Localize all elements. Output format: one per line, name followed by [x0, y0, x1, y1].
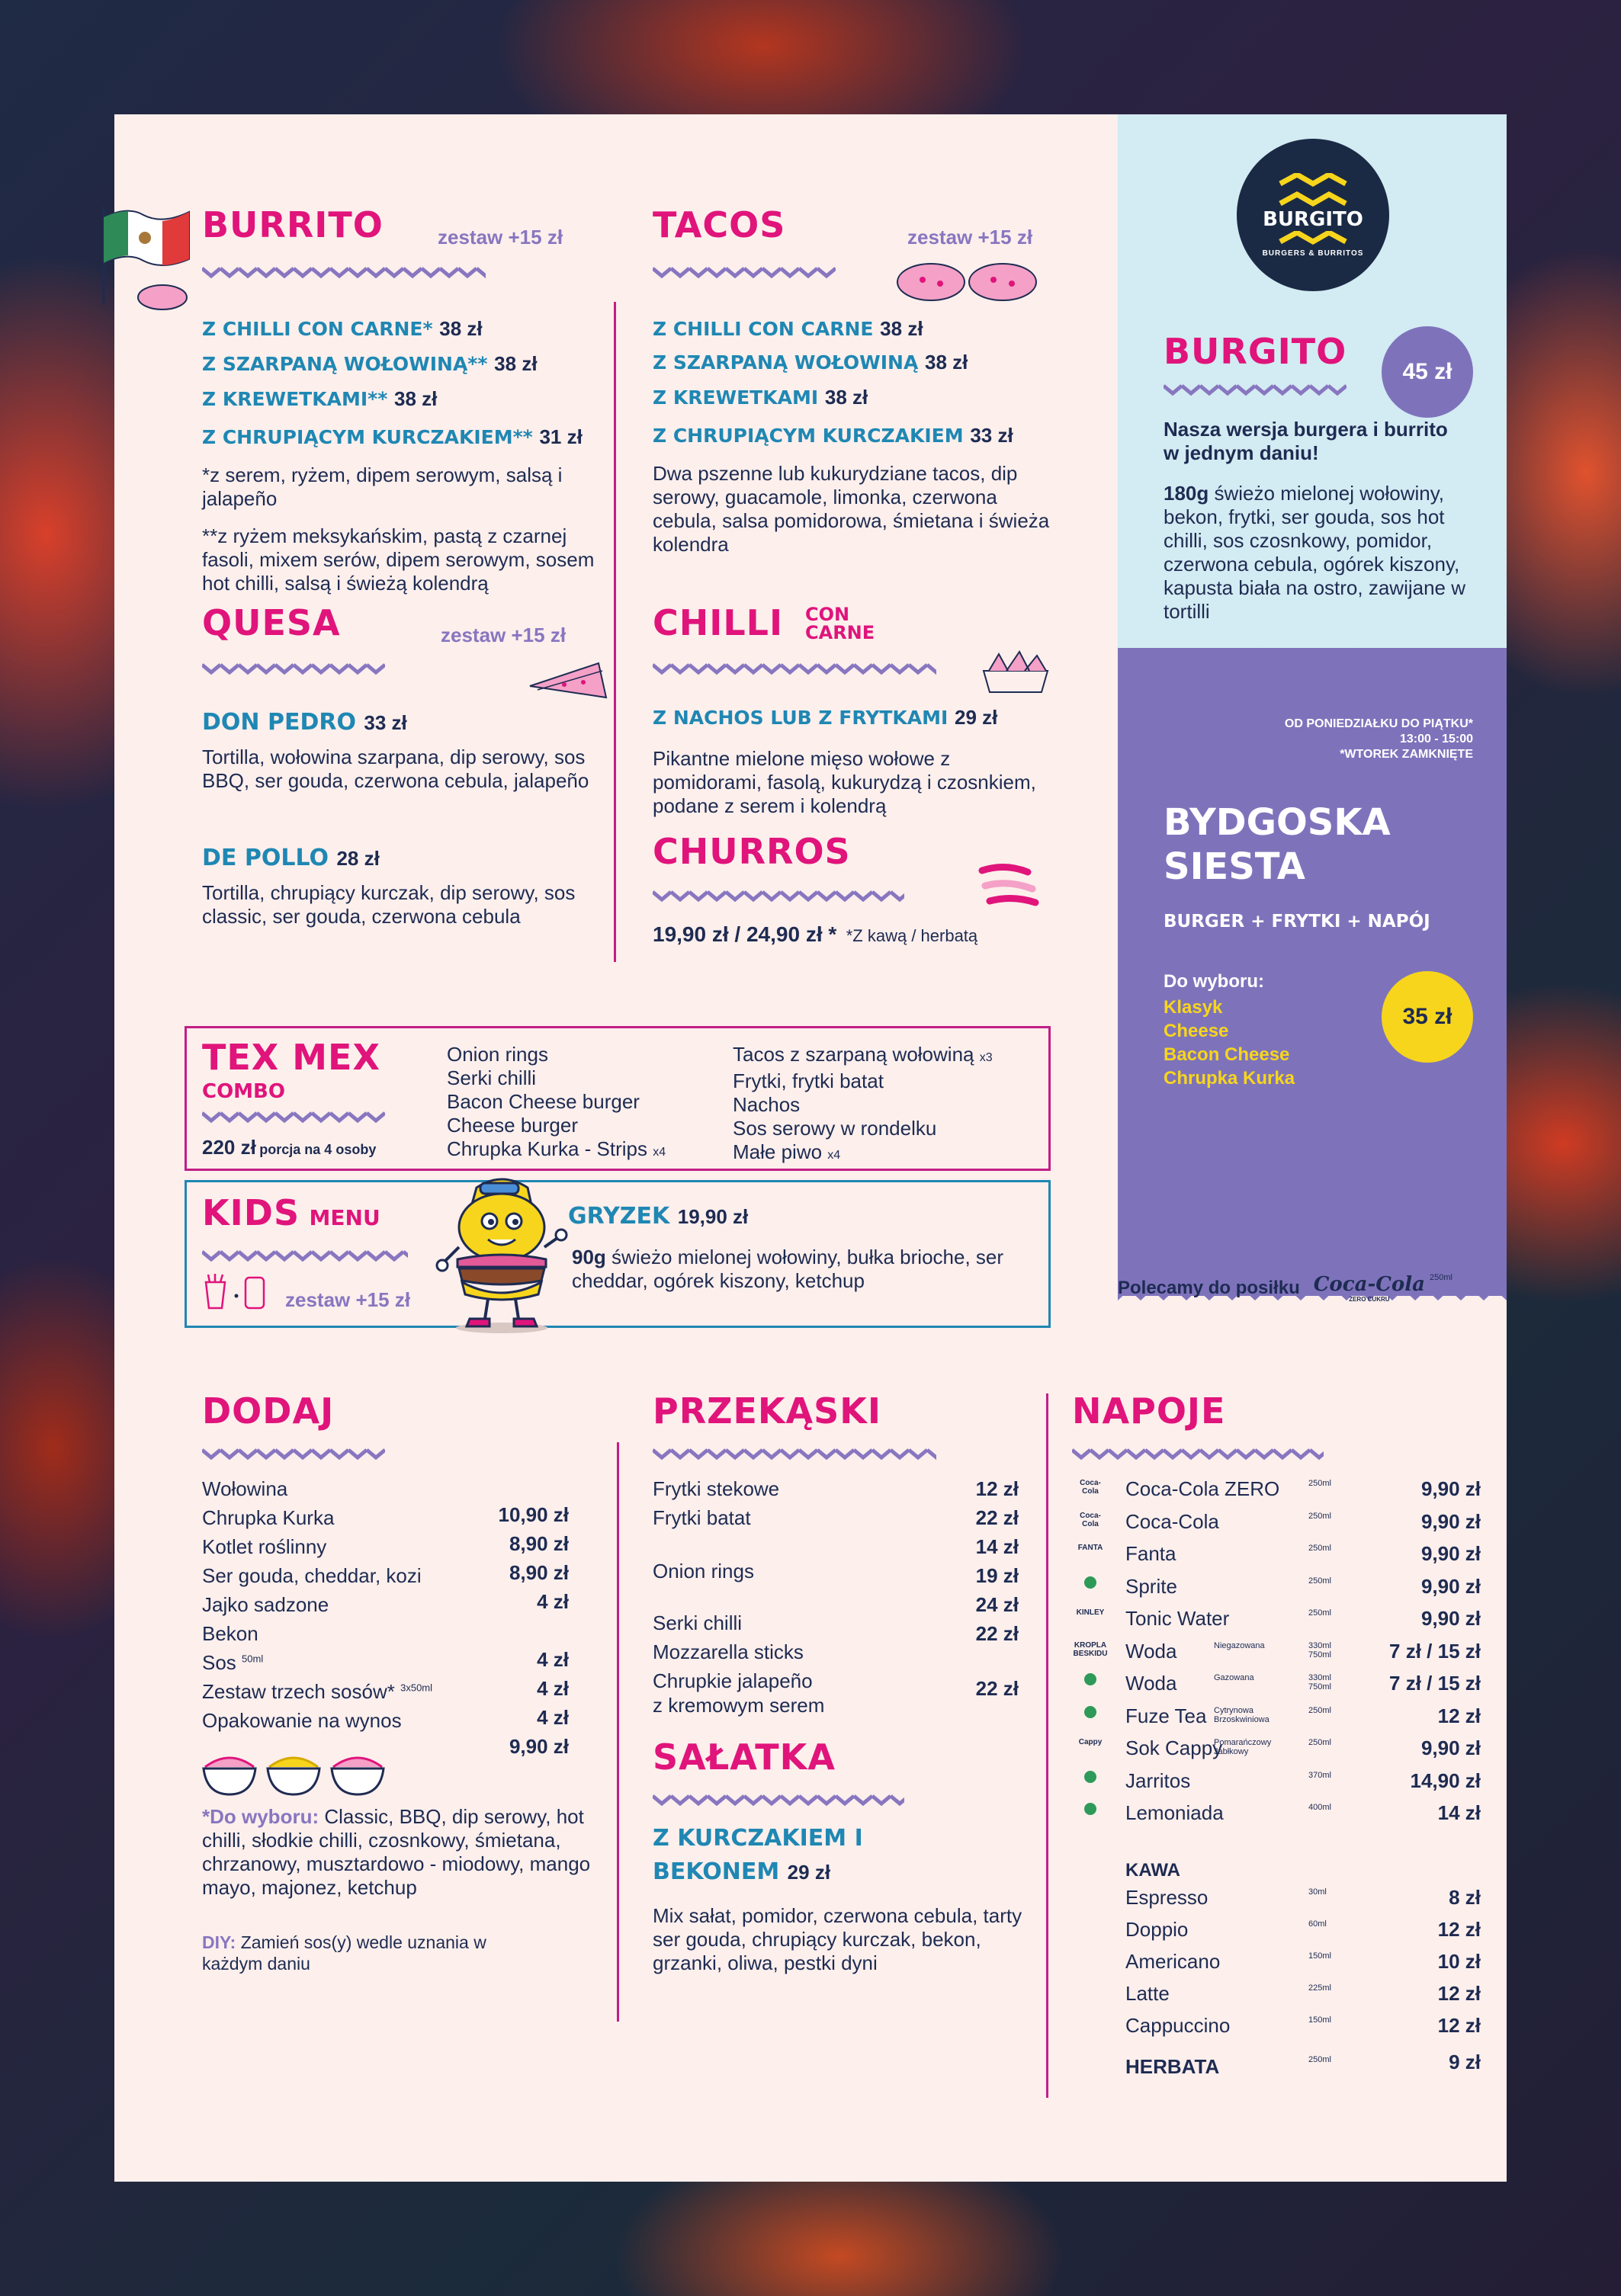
- coffee-size: 150ml: [1308, 2015, 1331, 2025]
- coffee-name: Doppio: [1125, 1918, 1189, 1941]
- chilli-desc: Pikantne mielone mięso wołowe z pomidorami, fasolą, kukurydzą i czosnkiem, podane z serem i kolendrą: [653, 747, 1036, 817]
- dodaj-price: 10,90 zł: [498, 1503, 569, 1526]
- coffee-price: 12 zł: [1437, 1918, 1481, 1941]
- chilli-item[interactable]: Z NACHOS LUB Z FRYTKAMI 29 zł: [653, 706, 998, 729]
- drink-price: 14,90 zł: [1410, 1769, 1481, 1792]
- coffee-price: 12 zł: [1437, 2014, 1481, 2037]
- texmex-wave: [202, 1108, 385, 1125]
- list-item[interactable]: Chrupka Kurka: [1164, 1068, 1295, 1089]
- burger-mascot-icon: [435, 1174, 568, 1339]
- drink-price: 9,90 zł: [1420, 1736, 1481, 1759]
- siesta-hours: OD PONIEDZIAŁKU DO PIĄTKU* 13:00 - 15:00 *WTOREK ZAMKNIĘTE: [1284, 717, 1473, 761]
- siesta-combo: BURGER + FRYTKI + NAPÓJ: [1164, 912, 1430, 932]
- drink-brand-icon: KROPLA BESKIDU: [1073, 1641, 1108, 1658]
- churros-note: *Z kawą / herbatą: [846, 926, 978, 945]
- quesa-item-1-desc: Tortilla, wołowina szarpana, dip serowy, sos BBQ, ser gouda, czerwona cebula, jalapeño: [202, 746, 589, 792]
- drink-size: 250ml: [1308, 1738, 1331, 1747]
- churros-price: 19,90 zł / 24,90 zł *: [653, 922, 837, 946]
- burrito-item-4[interactable]: Z CHRUPIĄCYM KURCZAKIEM** 31 zł: [202, 425, 583, 448]
- drink-name: Jarritos: [1125, 1769, 1191, 1792]
- drink-brand-icon: Coca-Cola: [1080, 1479, 1101, 1496]
- list-item[interactable]: Bacon Cheese: [1164, 1044, 1290, 1065]
- dodaj-choose: *Do wyboru: Classic, BBQ, dip serowy, hot chilli, słodkie chilli, czosnkowy, śmietana, chrzanowy, musztardowo - miodowy, mango mayo, majonez, ketchup: [202, 1805, 591, 1899]
- coffee-name: Cappuccino: [1125, 2014, 1231, 2037]
- drink-size: 330ml 750ml: [1308, 1641, 1331, 1659]
- siesta-choose: Do wyboru:: [1164, 971, 1264, 992]
- tacos-item-1[interactable]: Z CHILLI CON CARNE 38 zł: [653, 317, 923, 340]
- quesa-title: QUESA: [202, 602, 341, 643]
- sauce-bowls-icon: [202, 1750, 385, 1803]
- texmex-price-line: [202, 1136, 376, 1159]
- burgito-tagline: Nasza wersja burgera i burrito w jednym daniu!: [1164, 418, 1448, 464]
- drink-note: Cytrynowa Brzoskwiniowa: [1214, 1706, 1270, 1724]
- recommend-line: [1118, 1273, 1452, 1303]
- menu-card: [114, 114, 1507, 2182]
- texmex-col-2: [733, 1043, 993, 1167]
- recommend-size: 250ml: [1430, 1273, 1452, 1282]
- list-item: Małe piwo x4: [733, 1140, 841, 1163]
- przekaski-row: Onion rings: [653, 1560, 754, 1583]
- przekaski-title: PRZEKĄSKI: [653, 1390, 882, 1432]
- przekaski-price: 19 zł: [975, 1564, 1019, 1587]
- przekaski-price: 14 zł: [975, 1535, 1019, 1558]
- dodaj-row: Chrupka Kurka: [202, 1506, 335, 1529]
- napoje-wave: [1072, 1445, 1324, 1462]
- quesa-item-2-desc: Tortilla, chrupiący kurczak, dip serowy, sos classic, ser gouda, czerwona cebula: [202, 881, 576, 928]
- texmex-col-1: [447, 1043, 666, 1164]
- dodaj-row: Ser gouda, cheddar, kozi: [202, 1564, 422, 1587]
- chilli-subtitle: CON CARNE: [805, 604, 875, 643]
- burrito-zestaw: zestaw +15 zł: [438, 226, 563, 249]
- dodaj-row: Bekon: [202, 1622, 258, 1645]
- coffee-size: 60ml: [1308, 1919, 1327, 1929]
- kids-sub: MENU: [309, 1205, 380, 1230]
- burrito-title: BURRITO: [202, 204, 384, 245]
- drink-name: Fuze Tea: [1125, 1704, 1207, 1727]
- siesta-price-badge: 35 zł: [1382, 971, 1473, 1063]
- drink-size: 250ml: [1308, 1544, 1331, 1553]
- przekaski-row: Serki chilli: [653, 1611, 743, 1634]
- list-item: Bacon Cheese burger: [447, 1090, 640, 1113]
- drink-name: Sok Cappy: [1125, 1736, 1223, 1759]
- coffee-price: 12 zł: [1437, 1982, 1481, 2005]
- przekaski-wave: [653, 1445, 936, 1462]
- kawa-title: KAWA: [1125, 1860, 1180, 1881]
- przekaski-price: 12 zł: [975, 1477, 1019, 1500]
- recommend-text: Polecamy do posiłku: [1118, 1277, 1300, 1298]
- list-item[interactable]: Cheese: [1164, 1021, 1229, 1041]
- burgito-price-badge: 45 zł: [1382, 326, 1473, 418]
- drink-name: Woda: [1125, 1640, 1177, 1663]
- logo-text: BURGITO: [1263, 207, 1363, 231]
- burrito-item-3[interactable]: Z KREWETKAMI** 38 zł: [202, 387, 438, 410]
- drink-name: Coca-Cola ZERO: [1125, 1477, 1280, 1500]
- drink-brand-icon: FANTA: [1077, 1544, 1103, 1552]
- przekaski-row: Mozzarella sticks: [653, 1640, 804, 1663]
- list-item: Chrupka Kurka - Strips x4: [447, 1137, 666, 1160]
- dodaj-wave: [202, 1445, 385, 1462]
- list-item: Sos serowy w rondelku: [733, 1117, 937, 1140]
- herbata-title: HERBATA: [1125, 2055, 1220, 2078]
- drink-price: 7 zł / 15 zł: [1389, 1672, 1481, 1695]
- coffee-price: 10 zł: [1437, 1950, 1481, 1973]
- coffee-name: Espresso: [1125, 1886, 1209, 1909]
- dodaj-row: Jajko sadzone: [202, 1593, 329, 1616]
- burgito-desc: 180g świeżo mielonej wołowiny, bekon, frytki, ser gouda, sos hot chilli, sos czosnkowy, pomidor, czerwona cebula, ogórek kiszony, kapusta biała na ostro, zawijane w tortilli: [1164, 482, 1466, 623]
- dodaj-price: 4 zł: [537, 1648, 569, 1671]
- divider-top: [614, 302, 616, 962]
- burrito-item-1[interactable]: Z CHILLI CON CARNE* 38 zł: [202, 317, 483, 340]
- herbata-price: 9 zł: [1449, 2051, 1481, 2073]
- drink-price: 12 zł: [1437, 1704, 1481, 1727]
- logo-sub: BURGERS & BURRITOS: [1262, 249, 1364, 258]
- przekaski-price: 22 zł: [975, 1622, 1019, 1645]
- coffee-name: Americano: [1125, 1950, 1221, 1973]
- list-item: Onion rings: [447, 1043, 548, 1066]
- divider-bottom-1: [617, 1442, 619, 2022]
- drink-size: 330ml 750ml: [1308, 1673, 1331, 1692]
- coffee-name: Latte: [1125, 1982, 1170, 2005]
- tacos-desc: Dwa pszenne lub kukurydziane tacos, dip serowy, guacamole, limonka, czerwona cebula, salsa pomidorowa, śmietana i świeża kolendra: [653, 462, 1050, 556]
- quesa-item-2[interactable]: DE POLLO 28 zł: [202, 845, 380, 871]
- kids-item[interactable]: GRYZEK 19,90 zł: [568, 1203, 749, 1230]
- logo-wave-icon-2: [1279, 231, 1347, 246]
- quesa-wave: [202, 660, 385, 677]
- list-item: Nachos: [733, 1093, 801, 1116]
- tacos-icon: [896, 261, 1041, 307]
- siesta-title: BYDGOSKA SIESTA: [1164, 801, 1391, 888]
- przekaski-price: 24 zł: [975, 1593, 1019, 1616]
- dodaj-row: Kotlet roślinny: [202, 1535, 327, 1558]
- przekaski-price: 22 zł: [975, 1506, 1019, 1529]
- drink-size: 250ml: [1308, 1576, 1331, 1586]
- kids-wave: [202, 1247, 408, 1264]
- nachos-icon: [977, 648, 1054, 701]
- siesta-options: [1164, 996, 1295, 1090]
- tacos-zestaw: zestaw +15 zł: [907, 226, 1033, 249]
- drink-size: 250ml: [1308, 1608, 1331, 1618]
- kids-desc: 90g świeżo mielonej wołowiny, bułka brioche, ser cheddar, ogórek kiszony, ketchup: [572, 1246, 1004, 1292]
- list-item[interactable]: Klasyk: [1164, 997, 1223, 1018]
- dodaj-title: DODAJ: [202, 1390, 335, 1432]
- texmex-sub: COMBO: [202, 1080, 285, 1103]
- quesa-zestaw: zestaw +15 zł: [441, 624, 567, 646]
- dodaj-price: 9,90 zł: [509, 1735, 569, 1758]
- dodaj-price: 4 zł: [537, 1706, 569, 1729]
- mexico-flag-icon: [98, 198, 197, 290]
- drink-brand-icon: [1072, 1576, 1109, 1591]
- quesadilla-icon: [526, 656, 610, 713]
- przekaski-row: Frytki stekowe: [653, 1477, 780, 1500]
- coffee-size: 225ml: [1308, 1983, 1331, 1993]
- kids-title-line: [202, 1192, 380, 1233]
- drink-size: 400ml: [1308, 1803, 1331, 1812]
- drink-brand-icon: Cappy: [1078, 1738, 1103, 1746]
- dodaj-price: 4 zł: [537, 1677, 569, 1700]
- drink-price: 14 zł: [1437, 1801, 1481, 1824]
- drink-name: Woda: [1125, 1672, 1177, 1695]
- przekaski-row: Chrupkie jalapeño: [653, 1669, 813, 1692]
- coffee-price: 8 zł: [1449, 1886, 1481, 1909]
- drink-price: 9,90 zł: [1420, 1477, 1481, 1500]
- drink-brand-icon: [1072, 1673, 1109, 1688]
- list-item: Frytki, frytki batat: [733, 1069, 884, 1092]
- drink-name: Lemoniada: [1125, 1801, 1224, 1824]
- quesa-item-1[interactable]: DON PEDRO 33 zł: [202, 709, 407, 736]
- fries-drink-icon: [202, 1273, 271, 1315]
- salatka-wave: [653, 1791, 904, 1808]
- drink-name: Tonic Water: [1125, 1607, 1230, 1630]
- salatka-desc: Mix sałat, pomidor, czerwona cebula, tarty ser gouda, chrupiący kurczak, bekon, grzanki, oliwa, pestki dyni: [653, 1904, 1022, 1974]
- burgito-wave: [1164, 381, 1347, 398]
- drink-price: 9,90 zł: [1420, 1510, 1481, 1533]
- drink-size: 250ml: [1308, 1479, 1331, 1488]
- chilli-wave: [653, 660, 936, 677]
- herbata-size: 250ml: [1308, 2055, 1331, 2064]
- texmex-price-note: porcja na 4 osoby: [259, 1142, 377, 1157]
- salatka-item[interactable]: Z KURCZAKIEM I BEKONEM 29 zł: [653, 1825, 863, 1885]
- salatka-title: SAŁATKA: [653, 1736, 836, 1778]
- drink-size: 250ml: [1308, 1706, 1331, 1715]
- przekaski-row: z kremowym serem: [653, 1694, 825, 1717]
- burgito-logo: [1237, 139, 1389, 291]
- drink-price: 9,90 zł: [1420, 1542, 1481, 1565]
- tacos-item-4[interactable]: Z CHRUPIĄCYM KURCZAKIEM 33 zł: [653, 424, 1013, 447]
- drink-brand-icon: [1072, 1803, 1109, 1817]
- przekaski-row: Frytki batat: [653, 1506, 751, 1529]
- texmex-price: 220 zł: [202, 1136, 256, 1159]
- burrito-note-1: *z serem, ryżem, dipem serowym, salsą i jalapeño: [202, 463, 563, 510]
- dodaj-row: Wołowina: [202, 1477, 288, 1500]
- coca-cola-logo-icon: Coca-Cola ZERO CUKRU: [1313, 1273, 1425, 1303]
- drink-brand-icon: [1072, 1706, 1109, 1720]
- kids-zestaw: zestaw +15 zł: [285, 1288, 411, 1311]
- texmex-title: TEX MEX: [202, 1037, 380, 1078]
- dodaj-row: Zestaw trzech sosów* $^{3x50ml}$: [202, 1680, 433, 1703]
- logo-wave-icon: [1279, 173, 1347, 207]
- tacos-item-3[interactable]: Z KREWETKAMI 38 zł: [653, 386, 868, 409]
- churros-title: CHURROS: [653, 831, 851, 872]
- dodaj-price: 4 zł: [537, 1590, 569, 1613]
- drink-name: Coca-Cola: [1125, 1510, 1219, 1533]
- kids-title: KIDS: [202, 1192, 300, 1233]
- coffee-size: 150ml: [1308, 1951, 1331, 1961]
- chilli-title: CHILLI: [653, 602, 784, 643]
- coffee-size: 30ml: [1308, 1887, 1327, 1897]
- napoje-title: NAPOJE: [1072, 1390, 1226, 1432]
- dodaj-row: Sos $^{50ml}$: [202, 1651, 264, 1674]
- drink-brand-icon: [1072, 1771, 1109, 1785]
- panel-zigzag-top: [1118, 633, 1507, 651]
- burrito-wave: [202, 264, 486, 281]
- list-item: Serki chilli: [447, 1066, 537, 1089]
- drink-note: Gazowana: [1214, 1673, 1254, 1682]
- dodaj-row: Opakowanie na wynos: [202, 1709, 402, 1732]
- dodaj-diy: DIY: Zamień sos(y) wedle uznania w każdym daniu: [202, 1932, 486, 1974]
- drink-brand-icon: KINLEY: [1076, 1608, 1105, 1617]
- burrito-note-2: **z ryżem meksykańskim, pastą z czarnej fasoli, mixem serów, dipem serowym, sosem hot chilli, salsą i świeżą kolendrą: [202, 524, 595, 595]
- tacos-wave: [653, 264, 836, 281]
- tacos-title: TACOS: [653, 204, 786, 245]
- dodaj-price: 8,90 zł: [509, 1532, 569, 1555]
- drink-price: 9,90 zł: [1420, 1607, 1481, 1630]
- drink-size: 370ml: [1308, 1771, 1331, 1780]
- churros-price-line: [653, 922, 977, 947]
- drink-price: 7 zł / 15 zł: [1389, 1640, 1481, 1663]
- drink-price: 9,90 zł: [1420, 1575, 1481, 1598]
- list-item: Cheese burger: [447, 1114, 578, 1137]
- tacos-item-2[interactable]: Z SZARPANĄ WOŁOWINĄ 38 zł: [653, 351, 968, 374]
- churros-wave: [653, 887, 904, 904]
- drink-name: Fanta: [1125, 1542, 1176, 1565]
- burrito-item-2[interactable]: Z SZARPANĄ WOŁOWINĄ** 38 zł: [202, 352, 538, 375]
- divider-bottom-2: [1046, 1393, 1048, 2098]
- churros-icon: [974, 855, 1043, 912]
- drink-name: Sprite: [1125, 1575, 1177, 1598]
- burgito-title: BURGITO: [1164, 331, 1347, 372]
- drink-brand-icon: Coca-Cola: [1080, 1512, 1101, 1528]
- przekaski-price: 22 zł: [975, 1677, 1019, 1700]
- list-item: Tacos z szarpaną wołowiną x3: [733, 1043, 993, 1066]
- drink-note: Niegazowana: [1214, 1641, 1265, 1650]
- dodaj-price: 8,90 zł: [509, 1561, 569, 1584]
- drink-note: Pomarańczowy Jabłkowy: [1214, 1738, 1272, 1756]
- drink-size: 250ml: [1308, 1512, 1331, 1521]
